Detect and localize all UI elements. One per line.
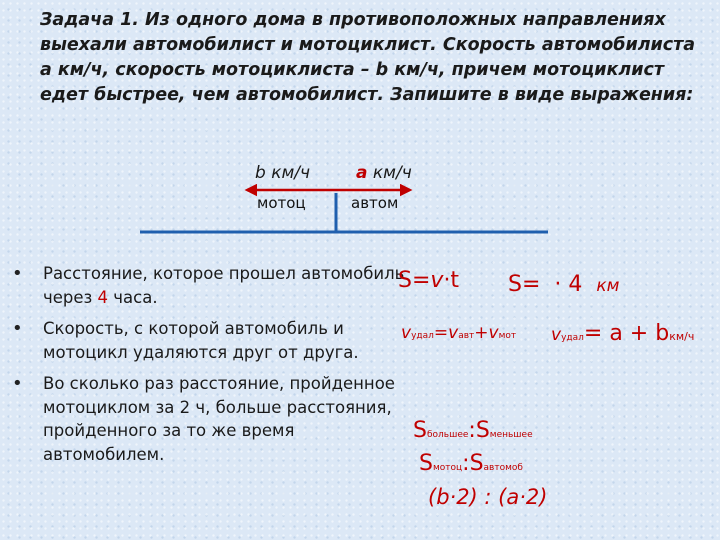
question-list — [12, 262, 412, 474]
car-caption: автом — [351, 194, 399, 212]
motorcycle-speed-unit: км/ч — [271, 163, 311, 183]
formula-ratio-answer: (b·2) : (a·2) — [428, 485, 548, 509]
hours-number: 4 — [97, 287, 109, 307]
formula-distance: S=v·t — [398, 268, 460, 293]
formula-speed-sum: vудал=vавт+vмот — [401, 323, 517, 343]
formula-ratio-specific: Sмотоц:Sавтомоб — [419, 451, 523, 476]
task-text: Из одного дома в противоположных направлениях выехали автомобилист и мотоциклист. Скорость автомобилиста а км/ч, скорость мотоциклиста – b км/ч, причем мотоциклист едет быстрее, чем автомобилист. Запишите в виде выражения: — [40, 10, 696, 105]
question-item: • Расстояние, которое прошел автомобиль через 4 часа. — [12, 262, 412, 309]
question-item: • Во сколько раз расстояние, пройденное мотоциклом за 2 ч, больше расстояния, пройденного за то же время автомобилем. — [12, 372, 412, 466]
car-speed-var: a — [356, 163, 368, 183]
formula-distance-4h: S= · 4 км — [508, 272, 620, 297]
formula-ratio-general: Sбольшее:Sменьшее — [413, 418, 533, 443]
task-heading: Задача 1. — [40, 10, 139, 30]
motorcycle-speed-var: b — [255, 163, 266, 183]
formula-speed-result: vудал= a + bкм/ч — [551, 321, 695, 346]
car-speed-unit: км/ч — [372, 163, 412, 183]
question-item: • Скорость, с которой автомобиль и мотоцикл удаляются друг от друга. — [12, 317, 412, 364]
motorcycle-caption: мотоц — [257, 194, 306, 212]
